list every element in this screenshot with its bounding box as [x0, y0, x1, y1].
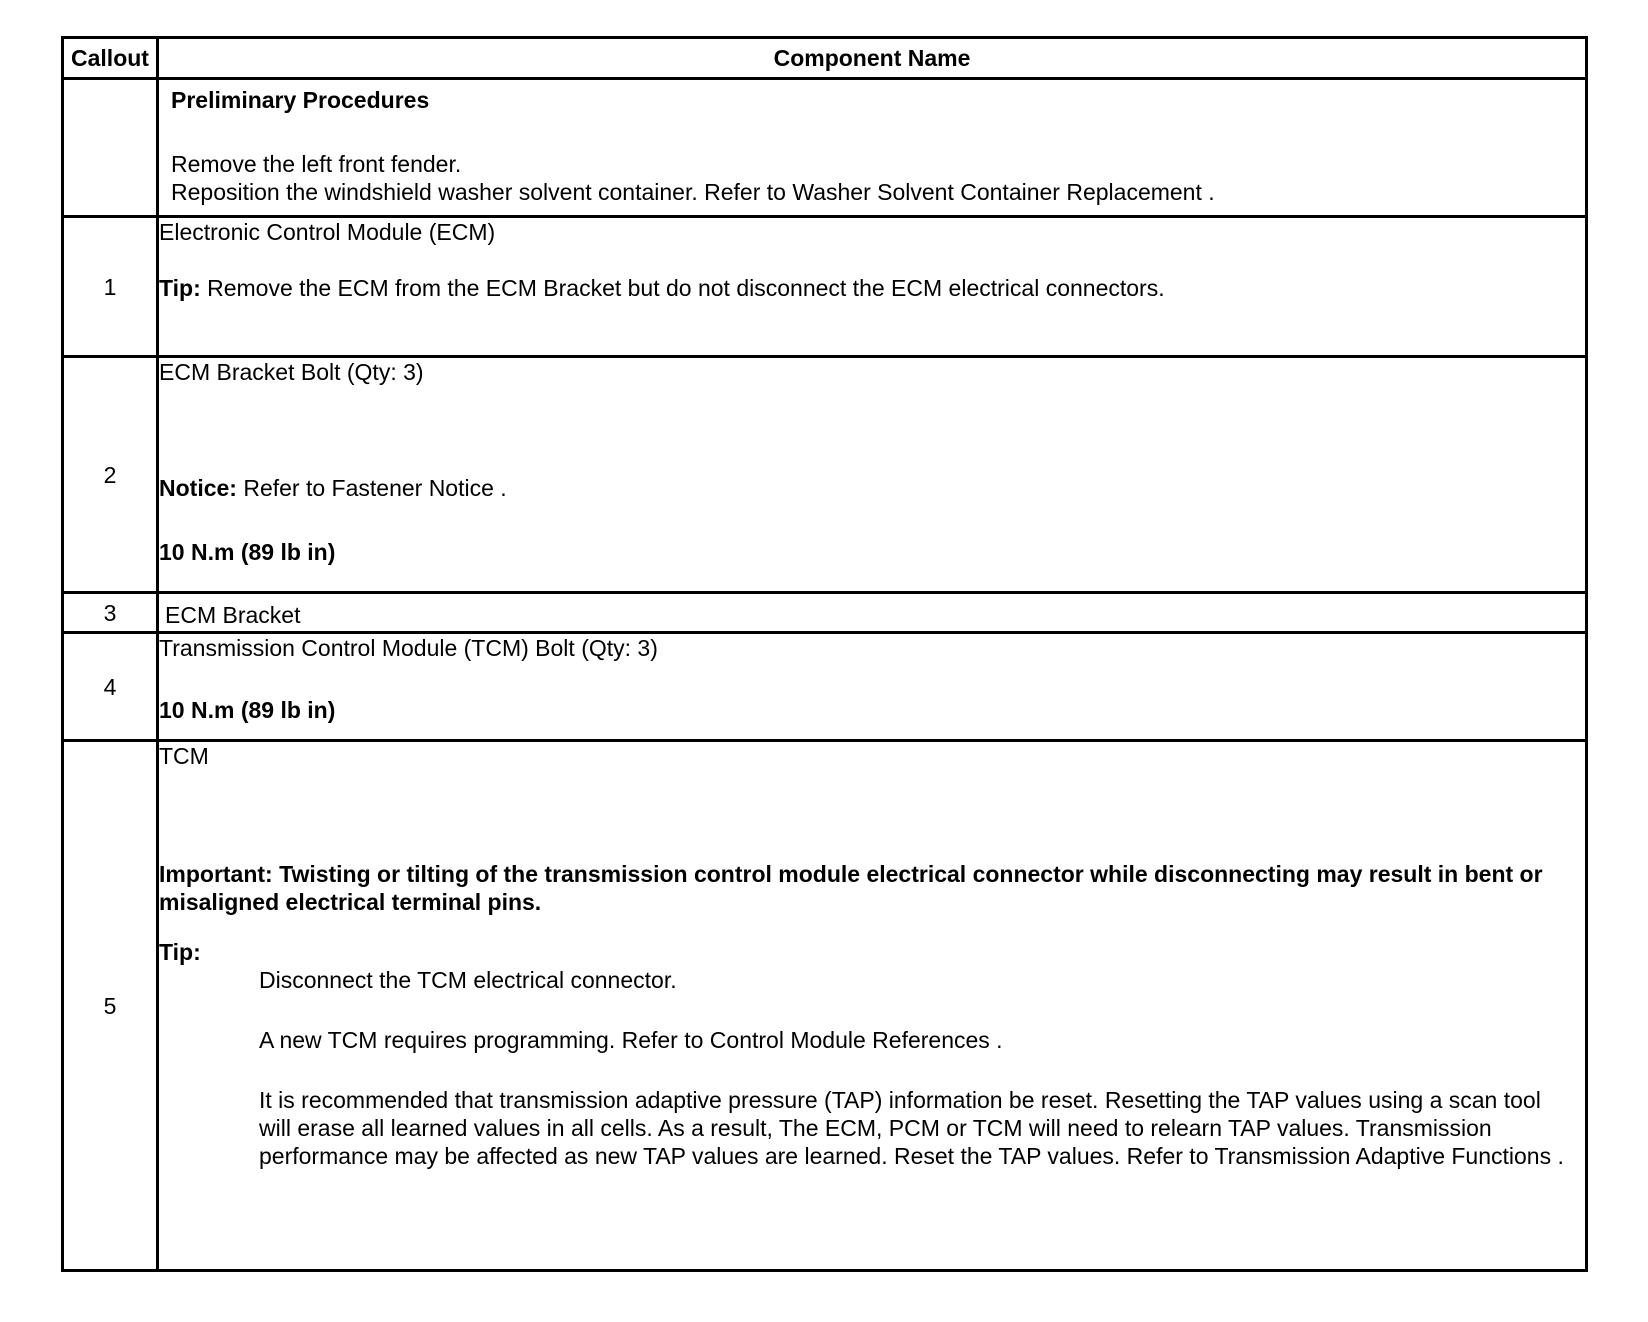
table-row: [63, 357, 1587, 593]
callout-number: 4: [63, 633, 158, 741]
notice-body: Refer to Fastener Notice .: [236, 475, 507, 501]
table-row: [63, 217, 1587, 357]
tip-label: Tip:: [159, 939, 201, 965]
table-row: [63, 741, 1587, 1271]
torque-spec: 10 N.m (89 lb in): [159, 697, 336, 723]
component-cell: [158, 741, 1587, 1271]
callout-header: Callout: [63, 38, 158, 79]
component-cell: [158, 633, 1587, 741]
preliminary-cell: [158, 79, 1587, 217]
callout-number: 2: [63, 357, 158, 593]
torque-spec: 10 N.m (89 lb in): [159, 539, 336, 565]
preliminary-step: Reposition the windshield washer solvent container. Refer to Washer Solvent Container Replacement .: [171, 179, 1215, 205]
preliminary-row: [63, 79, 1587, 217]
component-name: Transmission Control Module (TCM) Bolt (Qty: 3): [159, 635, 658, 661]
component-cell: [158, 217, 1587, 357]
callout-number: 1: [63, 217, 158, 357]
tip-text: [159, 274, 1585, 302]
tip-item: It is recommended that transmission adaptive pressure (TAP) information be reset. Resetting the TAP values using a scan tool will erase all learned values in all cells. As a result, The ECM, PCM or TCM will need to relearn TAP values. Transmission performance may be affected as new TAP values are learned. Reset the TAP values. Refer to Transmission Adaptive Functions .: [259, 1087, 1564, 1169]
header-row: [63, 38, 1587, 79]
table-row: [63, 633, 1587, 741]
preliminary-step: Remove the left front fender.: [171, 151, 462, 177]
procedure-table: [61, 36, 1588, 1272]
component-name: ECM Bracket: [158, 593, 1587, 633]
tip-label: Tip:: [159, 275, 201, 301]
preliminary-callout-cell: [63, 79, 158, 217]
tip-item: A new TCM requires programming. Refer to Control Module References .: [259, 1027, 1003, 1053]
component-name: ECM Bracket Bolt (Qty: 3): [159, 359, 424, 385]
table-row: [63, 593, 1587, 633]
preliminary-title: Preliminary Procedures: [171, 87, 430, 113]
component-name: Electronic Control Module (ECM): [159, 219, 496, 245]
tip-item: Disconnect the TCM electrical connector.: [259, 967, 677, 993]
component-cell: [158, 357, 1587, 593]
important-text: Important: Twisting or tilting of the transmission control module electrical connector while disconnecting may result in bent or misaligned electrical terminal pins.: [159, 861, 1543, 915]
callout-number: 5: [63, 741, 158, 1271]
tip-body: Remove the ECM from the ECM Bracket but do not disconnect the ECM electrical connectors.: [200, 275, 1165, 301]
notice-text: [159, 474, 1585, 502]
callout-number: 3: [63, 593, 158, 633]
component-name-header: Component Name: [158, 38, 1587, 79]
component-name: TCM: [159, 743, 209, 769]
notice-label: Notice:: [159, 475, 237, 501]
